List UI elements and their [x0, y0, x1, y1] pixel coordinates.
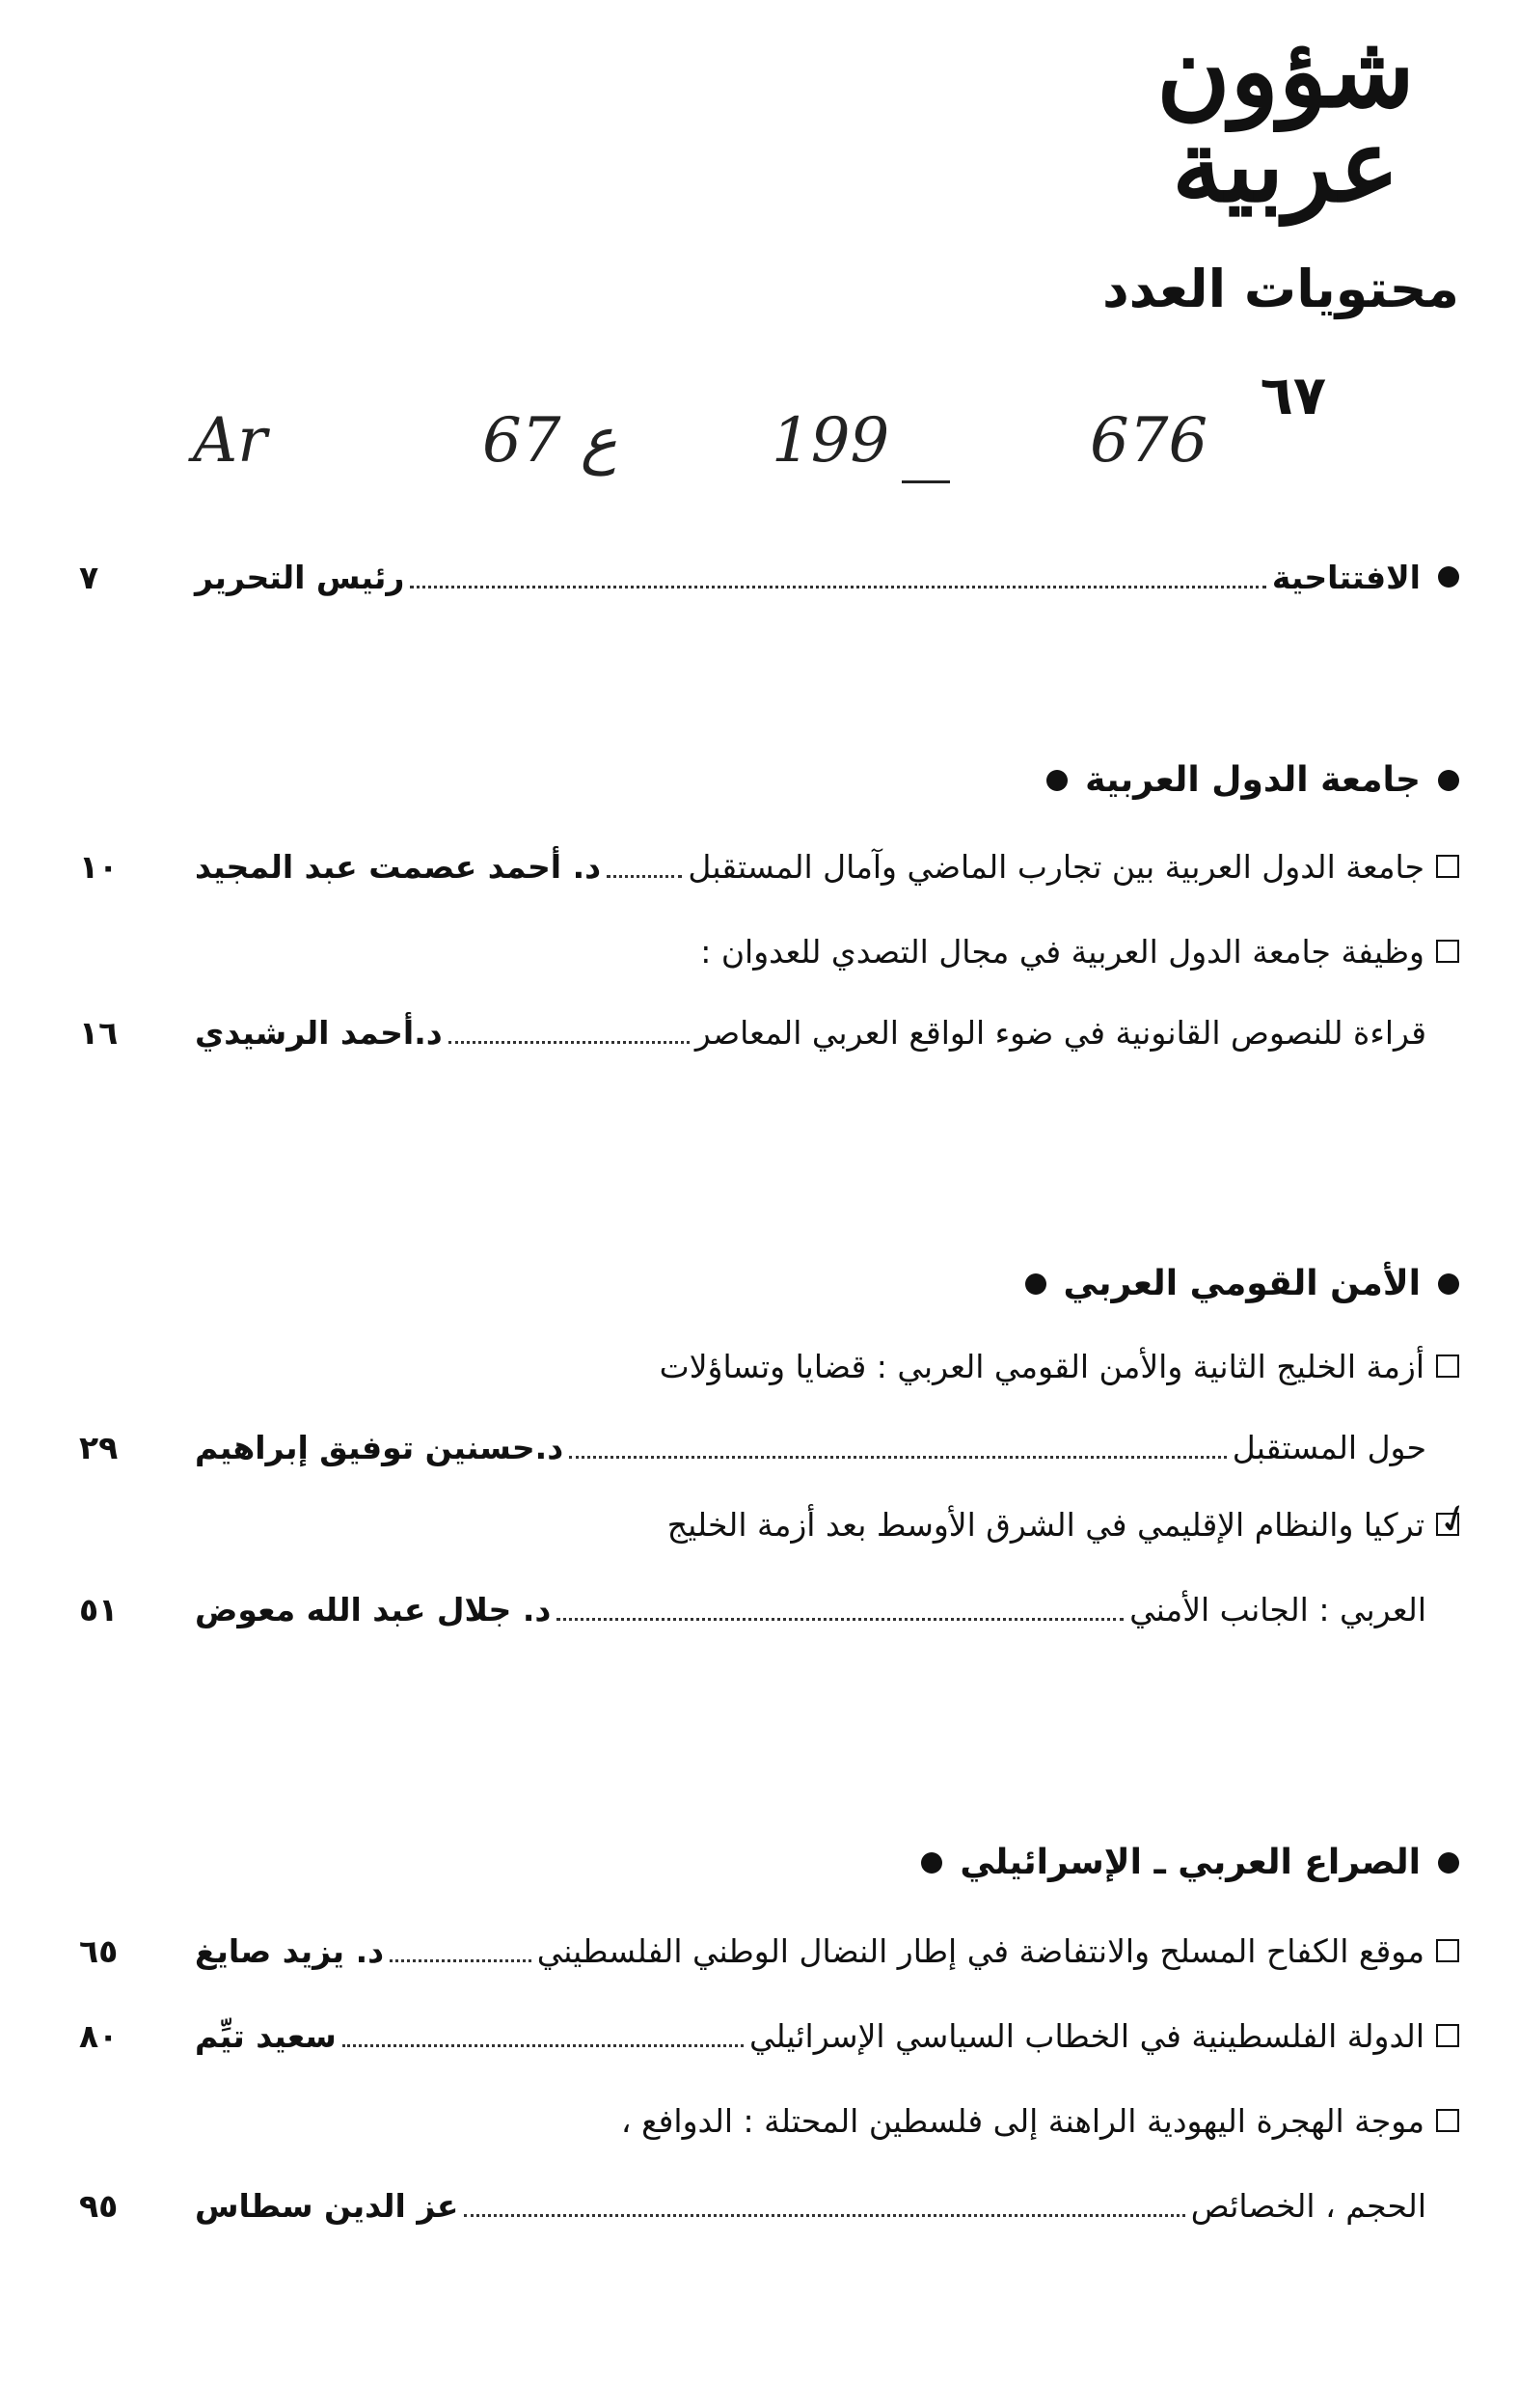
toc-entry-continued: [79, 1418, 1459, 1476]
dot-leader: [569, 1455, 1227, 1459]
bullet-icon: [1025, 1273, 1046, 1295]
entry-title: موجة الهجرة اليهودية الراهنة إلى فلسطين المحتلة : الدوافع ،: [620, 2101, 1424, 2140]
toc-entry: [79, 2092, 1459, 2149]
toc-entry-continued: [79, 2176, 1459, 2234]
toc-entry: [79, 1337, 1459, 1395]
entry-author: رئيس التحرير: [195, 558, 405, 596]
dot-leader: [464, 2213, 1184, 2217]
checkbox-square-icon: [1436, 855, 1459, 878]
entry-title: الافتتاحية: [1271, 558, 1421, 596]
handwritten-note-2: 67 ع: [482, 405, 617, 477]
entry-title: أزمة الخليج الثانية والأمن القومي العربي : قضايا وتساؤلات: [659, 1347, 1424, 1385]
handwritten-note-3: 199: [772, 405, 890, 477]
toc-entry: [79, 1495, 1459, 1553]
checkbox-square-icon: [1436, 1513, 1459, 1536]
entry-page: ٩٥: [79, 2186, 119, 2225]
checkbox-square-icon: [1436, 2109, 1459, 2132]
bullet-icon: [1438, 566, 1459, 588]
toc-entry: [79, 837, 1459, 895]
logo-line-2: عربية: [1172, 106, 1399, 225]
logo-line-1: شؤون: [1156, 12, 1415, 130]
entry-page: ٥١: [79, 1590, 119, 1628]
magazine-logo: [1141, 12, 1430, 225]
bullet-icon: [1438, 770, 1459, 791]
dot-leader: [448, 1040, 690, 1044]
bullet-icon: [921, 1852, 942, 1874]
entry-title-continued: العربي : الجانب الأمني: [1129, 1590, 1426, 1628]
toc-entry: [79, 1922, 1459, 1980]
section-heading: [921, 1843, 1459, 1882]
entry-author: عز الدين سطاس: [195, 2186, 459, 2225]
entry-page: ١٦: [79, 1013, 119, 1052]
dot-leader: [410, 585, 1266, 588]
entry-title-continued: الحجم ، الخصائص: [1190, 2186, 1426, 2225]
entry-title-continued: حول المستقبل: [1232, 1428, 1426, 1466]
entry-page: ١٠: [79, 847, 119, 886]
handwritten-dash: [902, 480, 950, 483]
entry-title: موقع الكفاح المسلح والانتفاضة في إطار النضال الوطني الفلسطيني: [536, 1931, 1424, 1970]
entry-author: د. يزيد صايغ: [195, 1931, 385, 1970]
checkbox-square-icon: [1436, 1939, 1459, 1962]
dot-leader: [390, 1958, 531, 1962]
entry-title: تركيا والنظام الإقليمي في الشرق الأوسط بعد أزمة الخليج: [666, 1505, 1424, 1544]
toc-entry-continued: [79, 1580, 1459, 1638]
entry-page: ٨٠: [79, 2016, 119, 2055]
entry-page: ٧: [79, 558, 99, 596]
issue-number: ٦٧: [1260, 365, 1326, 427]
entry-title: جامعة الدول العربية بين تجارب الماضي وآمال المستقبل: [688, 847, 1424, 886]
entry-page: ٦٥: [79, 1931, 119, 1970]
entry-author: د.حسنين توفيق إبراهيم: [195, 1428, 564, 1466]
dot-leader: [342, 2043, 744, 2047]
handwritten-note-4: 676: [1090, 405, 1208, 477]
section-heading: [1046, 760, 1459, 800]
editorial-row: [79, 548, 1459, 606]
section-heading: [1025, 1264, 1459, 1303]
entry-page: ٢٩: [79, 1428, 119, 1466]
section-title: الصراع العربي ـ الإسرائيلي: [960, 1843, 1421, 1882]
section-title: جامعة الدول العربية: [1085, 760, 1421, 800]
toc-entry-continued: [79, 1003, 1459, 1061]
entry-title-continued: قراءة للنصوص القانونية في ضوء الواقع العربي المعاصر: [694, 1013, 1426, 1052]
toc-entry: [79, 2007, 1459, 2065]
entry-author: د. جلال عبد الله معوض: [195, 1590, 552, 1628]
entry-author: سعيد تيِّم: [195, 2016, 337, 2055]
section-title: الأمن القومي العربي: [1063, 1264, 1421, 1303]
bullet-icon: [1438, 1852, 1459, 1874]
bullet-icon: [1438, 1273, 1459, 1295]
checkbox-square-icon: [1436, 940, 1459, 963]
toc-title: محتويات العدد: [1101, 259, 1459, 319]
entry-title: الدولة الفلسطينية في الخطاب السياسي الإسرائيلي: [748, 2016, 1424, 2055]
dot-leader: [556, 1617, 1124, 1621]
entry-author: د.أحمد الرشيدي: [195, 1013, 443, 1052]
handwritten-note-1: Ar: [193, 405, 267, 477]
entry-author: د. أحمد عصمت عبد المجيد: [195, 847, 602, 886]
checkmark-icon: ✓: [1431, 1492, 1478, 1546]
dot-leader: [607, 874, 682, 878]
bullet-icon: [1046, 770, 1068, 791]
checkbox-square-icon: [1436, 1354, 1459, 1378]
toc-entry: [79, 922, 1459, 980]
checkbox-square-icon: [1436, 2024, 1459, 2047]
entry-title: وظيفة جامعة الدول العربية في مجال التصدي للعدوان :: [700, 932, 1424, 971]
